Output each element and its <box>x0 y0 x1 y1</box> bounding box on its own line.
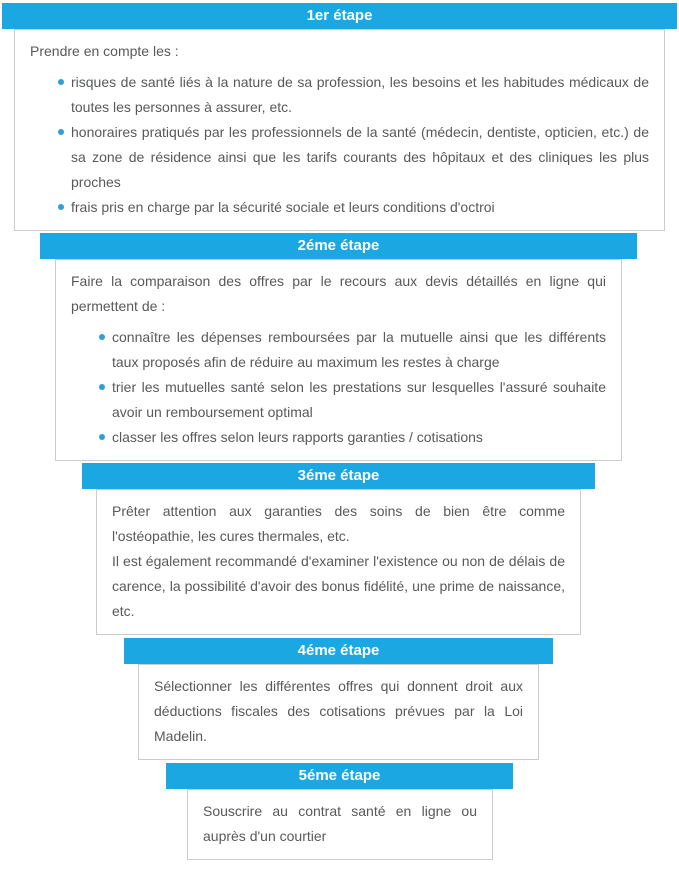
step-1-header <box>2 3 677 29</box>
step-2-content-box <box>55 259 622 461</box>
step-3-paragraph: Il est également recommandé d'examiner l'existence ou non de délais de carence, la possibilité d'avoir des bonus fidélité, une prime de naissance, etc. <box>112 553 565 619</box>
step-5-title: 5éme étape <box>298 767 381 784</box>
step-1-intro: Prendre en compte les : <box>30 43 179 59</box>
step-5 <box>166 763 513 860</box>
step-3-header <box>82 463 595 489</box>
step-1-title: 1er étape <box>306 7 373 24</box>
step-1-bullet-list <box>30 70 649 220</box>
step-1-content-box <box>14 29 665 231</box>
step-2-header <box>40 233 637 259</box>
bullet-item: classer les offres selon leurs rapports garanties / cotisations <box>99 425 606 450</box>
step-3-title: 3éme étape <box>297 467 380 484</box>
step-5-paragraph: Souscrire au contrat santé en ligne ou auprès d'un courtier <box>203 803 477 844</box>
bullet-item: honoraires pratiqués par les professionnels de la santé (médecin, dentiste, opticien, etc.) de sa zone de résidence ainsi que les tarifs courants des hôpitaux et des cliniques les plus proches <box>58 120 649 195</box>
step-2-title: 2éme étape <box>297 237 380 254</box>
step-4-title: 4éme étape <box>297 642 380 659</box>
step-4-header <box>124 638 553 664</box>
step-4-paragraph: Sélectionner les différentes offres qui donnent droit aux déductions fiscales des cotisations prévues par la Loi Madelin. <box>154 678 523 744</box>
bullet-item: risques de santé liés à la nature de sa profession, les besoins et les habitudes médicaux de toutes les personnes à assurer, etc. <box>58 70 649 120</box>
step-3-paragraph: Prêter attention aux garanties des soins de bien être comme l'ostéopathie, les cures thermales, etc. <box>112 503 565 544</box>
step-2 <box>40 233 637 461</box>
step-1 <box>2 3 677 231</box>
step-5-header <box>166 763 513 789</box>
step-4-content-box <box>138 664 539 760</box>
bullet-item: frais pris en charge par la sécurité sociale et leurs conditions d'octroi <box>58 195 649 220</box>
bullet-item: trier les mutuelles santé selon les prestations sur lesquelles l'assuré souhaite avoir un remboursement optimal <box>99 375 606 425</box>
step-3 <box>82 463 595 635</box>
bullet-item: connaître les dépenses remboursées par la mutuelle ainsi que les différents taux proposés afin de réduire au maximum les restes à charge <box>99 325 606 375</box>
step-3-content-box <box>96 489 581 635</box>
step-2-intro: Faire la comparaison des offres par le recours aux devis détaillés en ligne qui permettent de : <box>71 273 606 314</box>
step-4 <box>124 638 553 760</box>
step-5-content-box <box>187 789 493 860</box>
step-2-bullet-list <box>71 325 606 450</box>
